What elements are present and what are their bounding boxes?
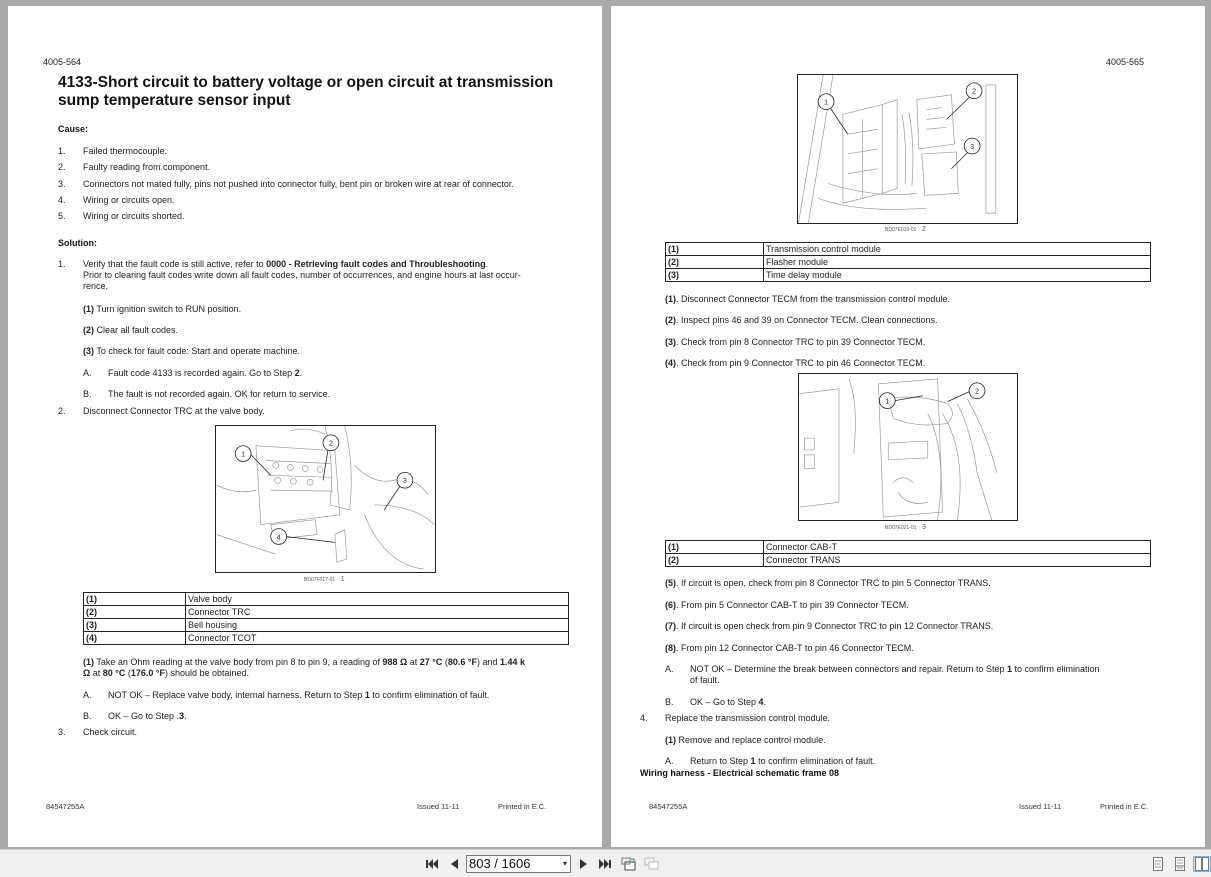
cause-heading: Cause: [58,124,89,134]
footer-issued: Issued 11-11 [1019,802,1062,811]
substep: (2) Clear all fault codes. [83,325,179,335]
svg-text:3: 3 [402,478,407,486]
page-number: 4005-565 [1106,57,1145,67]
svg-text:2: 2 [972,88,977,96]
previous-page-button[interactable] [448,856,460,872]
single-page-view-button[interactable] [1150,856,1166,872]
figure-1-legend-table [83,592,569,645]
check-step: (8). From pin 12 Connector CAB-T to pin 46 Connector TECM. [665,643,914,653]
figure-2-legend-table [665,242,1151,282]
first-page-button[interactable] [424,856,440,872]
control-modules-illustration [798,75,1017,223]
next-view-icon [644,857,660,871]
previous-view-icon [621,857,637,871]
check-step: (7). If circuit is open check from pin 9 Connector TRC to pin 12 Connector TRANS. [665,621,994,631]
table-row: (1) Transmission control module [666,243,1151,256]
connectors-illustration [799,374,1017,520]
next-page-icon [580,859,587,869]
next-page-button[interactable] [577,856,589,872]
table-row: (3) Time delay module [666,269,1151,282]
page-number-value: 803 / 1606 [469,856,531,871]
table-row: (1) Connector CAB-T [666,541,1151,554]
footer-doc-number: 84547255A [46,802,85,811]
last-page-button[interactable] [597,856,613,872]
title-line-2: sump temperature sensor input [58,92,291,109]
figure-caption: BD07E021-01 3 [885,524,926,531]
previous-page-icon [451,859,458,869]
footer-printed: Printed in E.C. [498,802,547,811]
page-number-dropdown[interactable] [466,855,571,873]
next-view-button[interactable] [643,856,661,872]
continuous-view-button[interactable] [1172,856,1188,872]
two-page-view-button[interactable] [1193,856,1211,872]
check-step: (6). From pin 5 Connector CAB-T to pin 39 Connector TECM. [665,600,909,610]
dropdown-arrow-icon[interactable]: ▾ [562,859,567,868]
page-right: 4005-565 1 2 3 BD07E019-01 2 (1) Transmission control module (2) Flasher module (3) Time delay module (1). Disconnect Connector TECM from the transmission control module. (2). Inspect pins 46 and 39 on Connector TECM. Clean connections. (3). Check from pin 8 Connector TRC to pin 39 Connector TECM. (4). Check from pin 9 Connector TRC to pin 46 Connector TECM. 1 2 BD07E021-01 3 (1) Connector CAB-T (2) Connector TRANS (5). If circuit is open, check from pin 8 Connector TRC to pin 5 Connector TRANS. (6). From pin 5 Connector CAB-T to pin 39 Connector TECM. (7). If circuit is open check from pin 9 Connector TRC to pin 12 Connector TRANS. (8). From pin 12 Connector CAB-T to pin 46 Connector TECM. A. NOT OK – Determine the break between connectors and repair. Return to Step 1 to confirm elimination of fault. B. OK – Go to Step 4. 4. Replace the transmission control module. (1) Remove and replace control module. A. Return to Step 1 to confirm elimination of fault. Wiring harness - Electrical schematic frame 08 84547255A Issued 11-11 Printed in E.C. [611,6,1205,847]
check-step: (1). Disconnect Connector TECM from the transmission control module. [665,294,950,304]
svg-text:4: 4 [276,534,281,542]
substep: (1) Turn ignition switch to RUN position. [83,304,242,314]
table-row: (2) Connector TRANS [666,554,1151,567]
figure-control-modules [797,74,1018,224]
substep: (3) To check for fault code: Start and operate machine. [83,346,300,356]
page-number: 4005-564 [43,57,82,67]
check-step: (4). Check from pin 9 Connector TRC to pin 46 Connector TECM. [665,358,926,368]
ohm-reading-instruction: (1) Take an Ohm reading at the valve body from pin 8 to pin 9, a reading of 988 Ω at 27 °C (80.6 °F) and 1.44 k Ω at 80 °C (176.0 °F) should be obtained. [83,657,526,678]
title-line-1: 4133-Short circuit to battery voltage or open circuit at transmission [58,74,554,91]
check-step: (3). Check from pin 8 Connector TRC to pin 39 Connector TECM. [665,337,926,347]
check-step: (2). Inspect pins 46 and 39 on Connector TECM. Clean connections. [665,315,938,325]
vertical-scrollbar[interactable] [1205,6,1211,847]
first-page-icon [426,859,438,869]
table-row: (2) Connector TRC [84,606,569,619]
svg-text:1: 1 [885,398,890,406]
svg-text:1: 1 [824,99,829,107]
valve-body-illustration [216,426,435,572]
previous-view-button[interactable] [620,856,638,872]
option-a-cont: of fault. [690,675,720,685]
solution-heading: Solution: [58,238,97,248]
figure-3-legend-table [665,540,1151,567]
two-page-icon [1195,857,1209,871]
cross-reference-link: 0000 - Retrieving fault codes and Throubleshooting [266,259,486,269]
step-1-note: Prior to clearing fault codes write down all fault codes, number of occurrences, and engine hours at last occur- [83,270,521,280]
page-left: 4005-564 4133-Short circuit to battery voltage or open circuit at transmission sump temperature sensor input Cause: 1. Failed thermocouple. 2. Faulty reading from component. 3. Connectors not mated fully, pins not pushed into connector fully, bent pin or broken wire at rear of connector. 4. Wiring or circuits open. 5. Wiring or circuits shorted. Solution: 1. Verify that the fault code is still active, refer to 0000 - Retrieving fault codes and Throubleshooting. Prior to clearing fault codes write down all fault codes, number of occurrences, and engine hours at last occur- rence. (1) Turn ignition switch to RUN position. (2) Clear all fault codes. (3) To check for fault code: Start and operate machine. A. Fault code 4133 is recorded again. Go to Step 2. B. The fault is not recorded again. OK for return to service. 2. Disconnect Connector TRC at the valve body. 1 2 3 4 BD07F017-01 1 (1) Valve body (2) Connector TRC (3) Bell housing (4) Connector TCOT (1) Take an Ohm reading at the valve body from pin 8 to pin 9, a reading of 988 Ω at 27 °C (80.6 °F) and 1.44 k Ω at 80 °C (176.0 °F) should be obtained. A. NOT OK – Replace valve body, internal harness. Return to Step 1 to confirm elimination of fault. B. OK – Go to Step .3. 3. Check circuit. 84547255A Issued 11-11 Printed in E.C. [8,6,602,847]
svg-text:2: 2 [329,440,333,448]
check-step: (5). If circuit is open, check from pin 8 Connector TRC to pin 5 Connector TRANS. [665,578,991,588]
figure-caption: BD07E019-01 2 [885,226,926,233]
svg-text:3: 3 [970,144,975,151]
footer-issued: Issued 11-11 [417,802,460,811]
svg-text:1: 1 [241,451,246,459]
navigation-toolbar [0,849,1211,877]
footer-printed: Printed in E.C. [1100,802,1149,811]
last-page-icon [599,859,611,869]
svg-text:2: 2 [975,388,979,396]
figure-connectors [798,373,1018,521]
figure-valve-body [215,425,436,573]
step-1-note-cont: rence. [83,281,109,291]
next-section-heading: Wiring harness - Electrical schematic frame 08 [640,768,840,778]
table-row: (3) Bell housing [84,619,569,632]
table-row: (1) Valve body [84,593,569,606]
page-title [58,74,553,110]
footer-doc-number: 84547255A [649,802,688,811]
figure-caption: BD07F017-01 1 [304,576,345,583]
table-row: (4) Connector TCOT [84,632,569,645]
continuous-page-icon [1175,857,1185,871]
substep: (1) Remove and replace control module. [665,735,826,745]
single-page-icon [1153,857,1163,871]
table-row: (2) Flasher module [666,256,1151,269]
